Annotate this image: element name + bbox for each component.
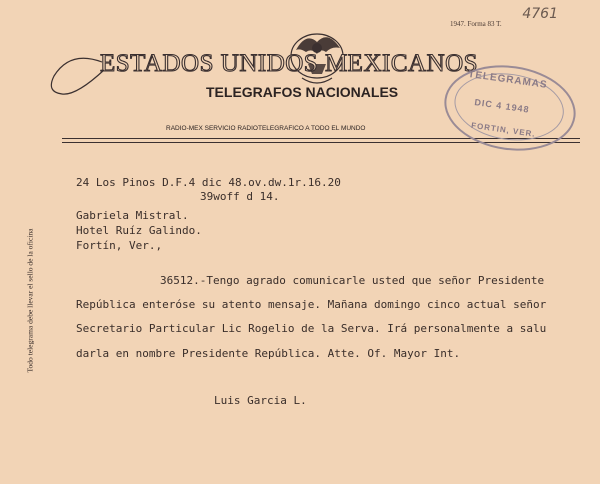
country-title: ESTADOS UNIDOS MEXICANOS — [100, 50, 479, 77]
flourish-icon — [40, 50, 110, 110]
stamp-date: DIC 4 1948 — [473, 97, 531, 115]
message-line: Secretario Particular Lic Rogelio de la Serva. Irá personalmente a salu — [76, 322, 547, 335]
address-line: Fortín, Ver., — [76, 239, 163, 252]
message-line: 36512.-Tengo agrado comunicarle usted que señor Presidente — [160, 274, 545, 287]
signature: Luis Garcia L. — [214, 394, 307, 407]
handwritten-number: 4761 — [522, 6, 558, 22]
stamp-bottom-text: FORTIN, VER. — [470, 120, 537, 139]
stamp-top-text: TELEGRAMAS — [467, 68, 549, 91]
message-line: República enteróse su atento mensaje. Mañana domingo cinco actual señor — [76, 298, 547, 311]
telegram-header-line: 39woff d 14. — [200, 190, 280, 203]
service-title: TELEGRAFOS NACIONALES — [206, 84, 399, 100]
message-line: darla en nombre Presidente República. Atte. Of. Mayor Int. — [76, 347, 461, 360]
radio-service-line: RADIO-MEX SERVICIO RADIOTELEGRAFICO A TODO EL MUNDO — [166, 125, 366, 132]
address-line: Gabriela Mistral. — [76, 209, 189, 222]
form-id: 1947. Forma 83 T. — [450, 20, 502, 28]
address-line: Hotel Ruíz Galindo. — [76, 224, 202, 237]
side-note: Todo telegrama debe llevar el sello de la oficina — [25, 228, 35, 373]
telegram-header-line: 24 Los Pinos D.F.4 dic 48.ov.dw.1r.16.20 — [76, 176, 341, 189]
